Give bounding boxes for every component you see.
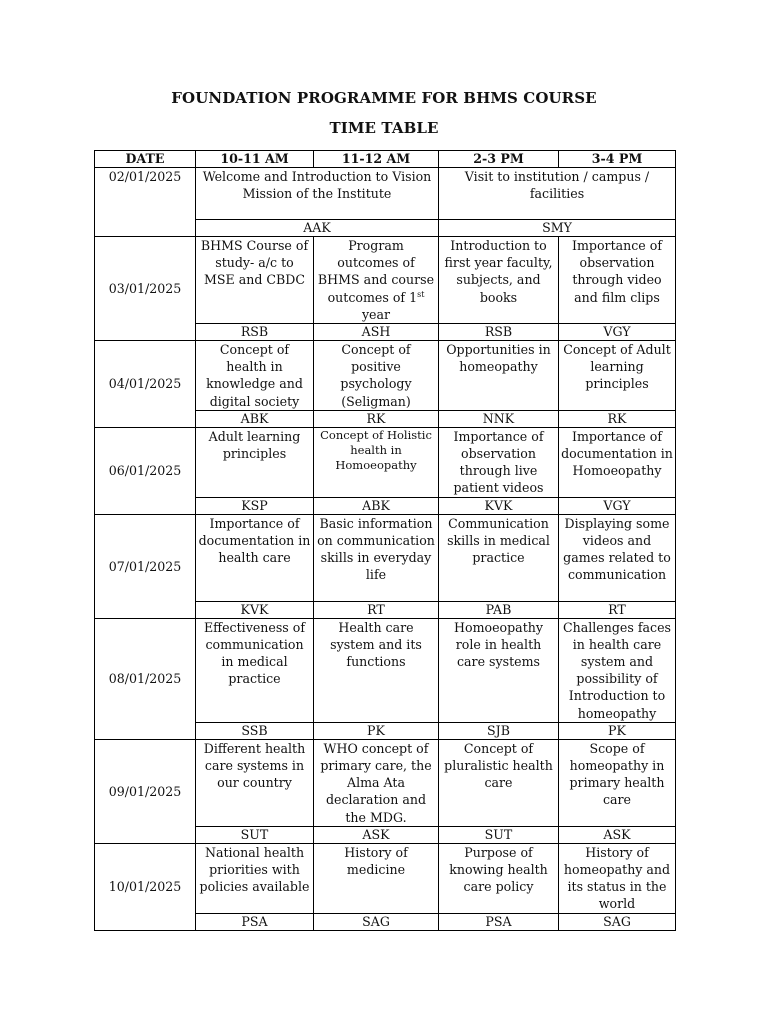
session-cell: Homoeopathy role in health care systems — [439, 618, 559, 722]
faculty-cell: SUT — [196, 826, 314, 843]
session-cell: Importance of observation through live patient videos — [439, 427, 559, 497]
table-row — [95, 237, 676, 324]
faculty-cell: ASK — [559, 826, 676, 843]
session-cell: Displaying some videos and games related to communication — [559, 514, 676, 601]
faculty-cell: ASH — [314, 324, 439, 341]
faculty-cell: ABK — [314, 497, 439, 514]
date-cell: 04/01/2025 — [95, 341, 196, 428]
date-cell: 09/01/2025 — [95, 739, 196, 843]
session-cell: BHMS Course of study- a/c to MSE and CBDC — [196, 237, 314, 324]
faculty-cell: SJB — [439, 722, 559, 739]
faculty-cell: VGY — [559, 497, 676, 514]
faculty-cell: SAG — [559, 913, 676, 930]
faculty-cell: KVK — [196, 601, 314, 618]
faculty-cell: PK — [314, 722, 439, 739]
session-cell: Challenges faces in health care system and possibility of Introduction to homeopathy — [559, 618, 676, 722]
date-cell: 10/01/2025 — [95, 843, 196, 930]
session-cell: Opportunities in homeopathy — [439, 341, 559, 411]
session-cell: Concept of positive psychology (Seligman) — [314, 341, 439, 411]
session-cell: History of homeopathy and its status in the world — [559, 843, 676, 913]
session-cell: Communication skills in medical practice — [439, 514, 559, 601]
faculty-cell: KSP — [196, 497, 314, 514]
session-cell: Scope of homeopathy in primary health care — [559, 739, 676, 826]
superscript: st — [417, 289, 425, 299]
faculty-cell: PAB — [439, 601, 559, 618]
faculty-cell: PK — [559, 722, 676, 739]
faculty-cell: AAK — [196, 220, 439, 237]
header-slot-1: 10-11 AM — [196, 151, 314, 168]
faculty-cell: SMY — [439, 220, 676, 237]
faculty-cell: ABK — [196, 410, 314, 427]
document-subtitle: TIME TABLE — [329, 119, 439, 137]
faculty-cell: RSB — [439, 324, 559, 341]
table-row — [95, 341, 676, 411]
faculty-cell: ASK — [314, 826, 439, 843]
faculty-cell: VGY — [559, 324, 676, 341]
header-slot-2: 11-12 AM — [314, 151, 439, 168]
session-cell: Health care system and its functions — [314, 618, 439, 722]
faculty-cell: RT — [559, 601, 676, 618]
date-cell: 02/01/2025 — [95, 168, 196, 237]
date-cell: 08/01/2025 — [95, 618, 196, 739]
session-cell: Importance of documentation in health care — [196, 514, 314, 601]
session-cell: Concept of pluralistic health care — [439, 739, 559, 826]
faculty-cell: KVK — [439, 497, 559, 514]
table-row — [95, 514, 676, 601]
table-row — [95, 843, 676, 913]
date-cell: 03/01/2025 — [95, 237, 196, 341]
date-cell: 07/01/2025 — [95, 514, 196, 618]
session-cell: WHO concept of primary care, the Alma Ata declaration and the MDG. — [314, 739, 439, 826]
faculty-cell: SSB — [196, 722, 314, 739]
document-title: FOUNDATION PROGRAMME FOR BHMS COURSE — [171, 89, 597, 107]
session-cell: Adult learning principles — [196, 427, 314, 497]
date-cell: 06/01/2025 — [95, 427, 196, 514]
session-text-tail: year — [361, 306, 391, 322]
session-cell: Basic information on communication skills in everyday life — [314, 514, 439, 601]
faculty-cell: RK — [314, 410, 439, 427]
session-cell: Importance of observation through video and film clips — [559, 237, 676, 324]
faculty-cell: SUT — [439, 826, 559, 843]
session-cell: Different health care systems in our country — [196, 739, 314, 826]
session-cell: Concept of Holistic health in Homoeopathy — [314, 427, 439, 497]
header-row — [95, 151, 676, 168]
session-cell: Introduction to first year faculty, subjects, and books — [439, 237, 559, 324]
session-cell: Visit to institution / campus / facilities — [439, 168, 676, 220]
session-cell: Effectiveness of communication in medical practice — [196, 618, 314, 722]
table-row — [95, 739, 676, 826]
session-text: Program outcomes of BHMS and course outcomes of 1 — [317, 238, 435, 305]
session-cell: National health priorities with policies available — [196, 843, 314, 913]
timetable — [94, 150, 676, 931]
session-cell: Importance of documentation in Homoeopathy — [559, 427, 676, 497]
table-row — [95, 427, 676, 497]
header-date: DATE — [95, 151, 196, 168]
faculty-cell: PSA — [439, 913, 559, 930]
faculty-cell: SAG — [314, 913, 439, 930]
session-cell: Concept of Adult learning principles — [559, 341, 676, 411]
session-cell: Concept of health in knowledge and digital society — [196, 341, 314, 411]
faculty-cell: NNK — [439, 410, 559, 427]
session-cell: Purpose of knowing health care policy — [439, 843, 559, 913]
session-cell: Welcome and Introduction to Vision Mission of the Institute — [196, 168, 439, 220]
table-row — [95, 168, 676, 220]
session-cell — [314, 237, 439, 324]
session-cell: History of medicine — [314, 843, 439, 913]
faculty-cell: RT — [314, 601, 439, 618]
faculty-cell: RK — [559, 410, 676, 427]
faculty-cell: PSA — [196, 913, 314, 930]
header-slot-4: 3-4 PM — [559, 151, 676, 168]
faculty-cell: RSB — [196, 324, 314, 341]
table-row — [95, 618, 676, 722]
header-slot-3: 2-3 PM — [439, 151, 559, 168]
